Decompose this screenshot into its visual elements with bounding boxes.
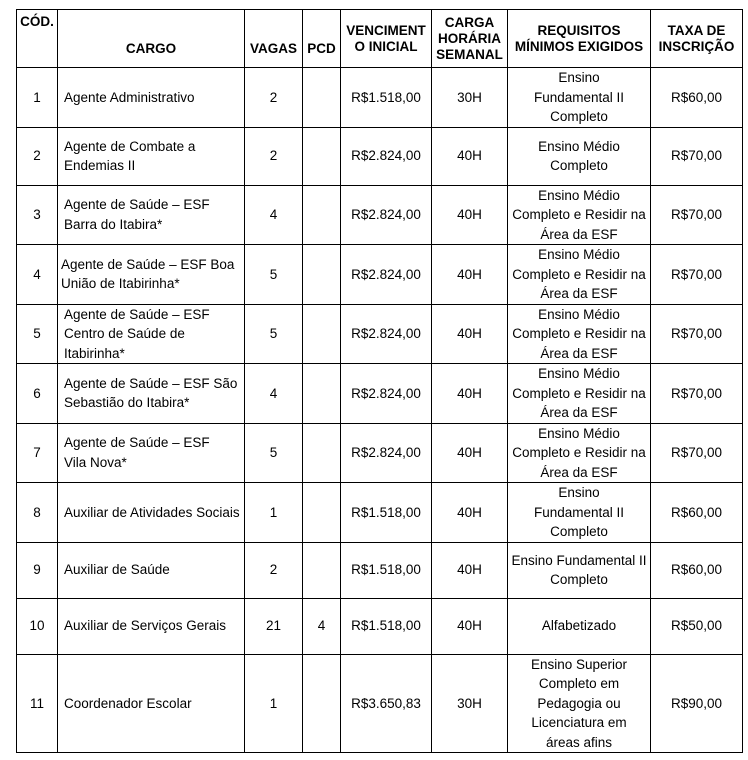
cell-pcd xyxy=(303,127,341,185)
cell-taxa: R$70,00 xyxy=(651,185,743,245)
cell-carga: 40H xyxy=(432,483,508,543)
cell-cargo: Agente de Saúde – ESF Centro de Saúde de Itabirinha* xyxy=(58,304,245,364)
cell-vencimento: R$2.824,00 xyxy=(341,185,432,245)
table-row xyxy=(17,304,743,364)
cell-cargo: Coordenador Escolar xyxy=(58,654,245,753)
cell-vencimento: R$2.824,00 xyxy=(341,127,432,185)
cell-vencimento: R$1.518,00 xyxy=(341,68,432,128)
table-row xyxy=(17,127,743,185)
cell-cod: 5 xyxy=(17,304,58,364)
cell-vagas: 1 xyxy=(245,654,303,753)
cell-cod: 9 xyxy=(17,542,58,598)
cell-cod: 3 xyxy=(17,185,58,245)
table-row xyxy=(17,185,743,245)
cell-requisitos: Ensino Médio Completo e Residir na Área da ESF xyxy=(508,245,651,305)
cell-cod: 10 xyxy=(17,598,58,654)
cell-requisitos: Ensino Fundamental II Completo xyxy=(508,542,651,598)
table-row xyxy=(17,598,743,654)
cell-pcd xyxy=(303,245,341,305)
cell-requisitos: Alfabetizado xyxy=(508,598,651,654)
cell-taxa: R$60,00 xyxy=(651,483,743,543)
header-cargo: CARGO xyxy=(58,10,245,68)
table-row xyxy=(17,364,743,424)
cell-pcd xyxy=(303,68,341,128)
cell-carga: 40H xyxy=(432,185,508,245)
cell-cod: 11 xyxy=(17,654,58,753)
cell-carga: 30H xyxy=(432,654,508,753)
cell-cod: 7 xyxy=(17,423,58,483)
cell-taxa: R$50,00 xyxy=(651,598,743,654)
cell-taxa: R$90,00 xyxy=(651,654,743,753)
cell-carga: 40H xyxy=(432,245,508,305)
cell-pcd xyxy=(303,423,341,483)
cell-carga: 40H xyxy=(432,364,508,424)
cell-vagas: 21 xyxy=(245,598,303,654)
cell-cargo: Agente Administrativo xyxy=(58,68,245,128)
table-row xyxy=(17,245,743,305)
cell-taxa: R$70,00 xyxy=(651,245,743,305)
cell-taxa: R$70,00 xyxy=(651,364,743,424)
cell-carga: 40H xyxy=(432,423,508,483)
header-requisitos: REQUISITOS MÍNIMOS EXIGIDOS xyxy=(508,10,651,68)
table-row xyxy=(17,542,743,598)
cell-pcd xyxy=(303,304,341,364)
cell-requisitos: Ensino Médio Completo e Residir na Área da ESF xyxy=(508,185,651,245)
cell-vagas: 5 xyxy=(245,304,303,364)
cell-cargo: Agente de Saúde – ESF São Sebastião do Itabira* xyxy=(58,364,245,424)
cell-vagas: 2 xyxy=(245,127,303,185)
cell-pcd xyxy=(303,483,341,543)
cell-vagas: 4 xyxy=(245,364,303,424)
cell-carga: 40H xyxy=(432,127,508,185)
header-taxa: TAXA DE INSCRIÇÃO xyxy=(651,10,743,68)
cell-requisitos: Ensino Médio Completo e Residir na Área da ESF xyxy=(508,304,651,364)
header-row xyxy=(17,10,743,68)
cell-vencimento: R$3.650,83 xyxy=(341,654,432,753)
cell-requisitos: Ensino Médio Completo xyxy=(508,127,651,185)
header-cod: CÓD. xyxy=(17,10,58,68)
table-row xyxy=(17,483,743,543)
cell-vencimento: R$2.824,00 xyxy=(341,423,432,483)
cell-cod: 4 xyxy=(17,245,58,305)
header-pcd: PCD xyxy=(303,10,341,68)
cell-taxa: R$70,00 xyxy=(651,423,743,483)
cell-pcd xyxy=(303,185,341,245)
table-row xyxy=(17,654,743,753)
cell-cod: 2 xyxy=(17,127,58,185)
cell-requisitos: Ensino Médio Completo e Residir na Área da ESF xyxy=(508,364,651,424)
cell-vagas: 5 xyxy=(245,423,303,483)
vacancy-table xyxy=(16,9,743,753)
cell-vencimento: R$1.518,00 xyxy=(341,598,432,654)
cell-pcd xyxy=(303,542,341,598)
table-row xyxy=(17,423,743,483)
cell-taxa: R$70,00 xyxy=(651,304,743,364)
cell-vagas: 2 xyxy=(245,542,303,598)
cell-taxa: R$70,00 xyxy=(651,127,743,185)
cell-vencimento: R$2.824,00 xyxy=(341,304,432,364)
cell-cod: 1 xyxy=(17,68,58,128)
cell-cargo: Agente de Saúde – ESF Boa União de Itabirinha* xyxy=(58,245,245,305)
cell-carga: 40H xyxy=(432,598,508,654)
table-row xyxy=(17,68,743,128)
header-vencimento: VENCIMENTO INICIAL xyxy=(341,10,432,68)
cell-taxa: R$60,00 xyxy=(651,68,743,128)
cell-cargo: Agente de Combate a Endemias II xyxy=(58,127,245,185)
header-vagas: VAGAS xyxy=(245,10,303,68)
cell-cargo: Agente de Saúde – ESF Vila Nova* xyxy=(58,423,245,483)
cell-cod: 8 xyxy=(17,483,58,543)
cell-cod: 6 xyxy=(17,364,58,424)
cell-requisitos: Ensino Superior Completo em Pedagogia ou Licenciatura em áreas afins xyxy=(508,654,651,753)
cell-requisitos: Ensino Fundamental II Completo xyxy=(508,68,651,128)
cell-cargo: Agente de Saúde – ESF Barra do Itabira* xyxy=(58,185,245,245)
cell-cargo: Auxiliar de Atividades Sociais xyxy=(58,483,245,543)
cell-carga: 40H xyxy=(432,542,508,598)
cell-taxa: R$60,00 xyxy=(651,542,743,598)
cell-vagas: 2 xyxy=(245,68,303,128)
cell-pcd: 4 xyxy=(303,598,341,654)
cell-carga: 30H xyxy=(432,68,508,128)
cell-vagas: 4 xyxy=(245,185,303,245)
cell-vagas: 5 xyxy=(245,245,303,305)
cell-carga: 40H xyxy=(432,304,508,364)
cell-pcd xyxy=(303,364,341,424)
cell-vencimento: R$2.824,00 xyxy=(341,364,432,424)
cell-cargo: Auxiliar de Serviços Gerais xyxy=(58,598,245,654)
cell-vencimento: R$1.518,00 xyxy=(341,483,432,543)
cell-vagas: 1 xyxy=(245,483,303,543)
cell-cargo: Auxiliar de Saúde xyxy=(58,542,245,598)
cell-requisitos: Ensino Fundamental II Completo xyxy=(508,483,651,543)
header-carga: CARGA HORÁRIA SEMANAL xyxy=(432,10,508,68)
cell-vencimento: R$1.518,00 xyxy=(341,542,432,598)
cell-vencimento: R$2.824,00 xyxy=(341,245,432,305)
cell-requisitos: Ensino Médio Completo e Residir na Área da ESF xyxy=(508,423,651,483)
cell-pcd xyxy=(303,654,341,753)
